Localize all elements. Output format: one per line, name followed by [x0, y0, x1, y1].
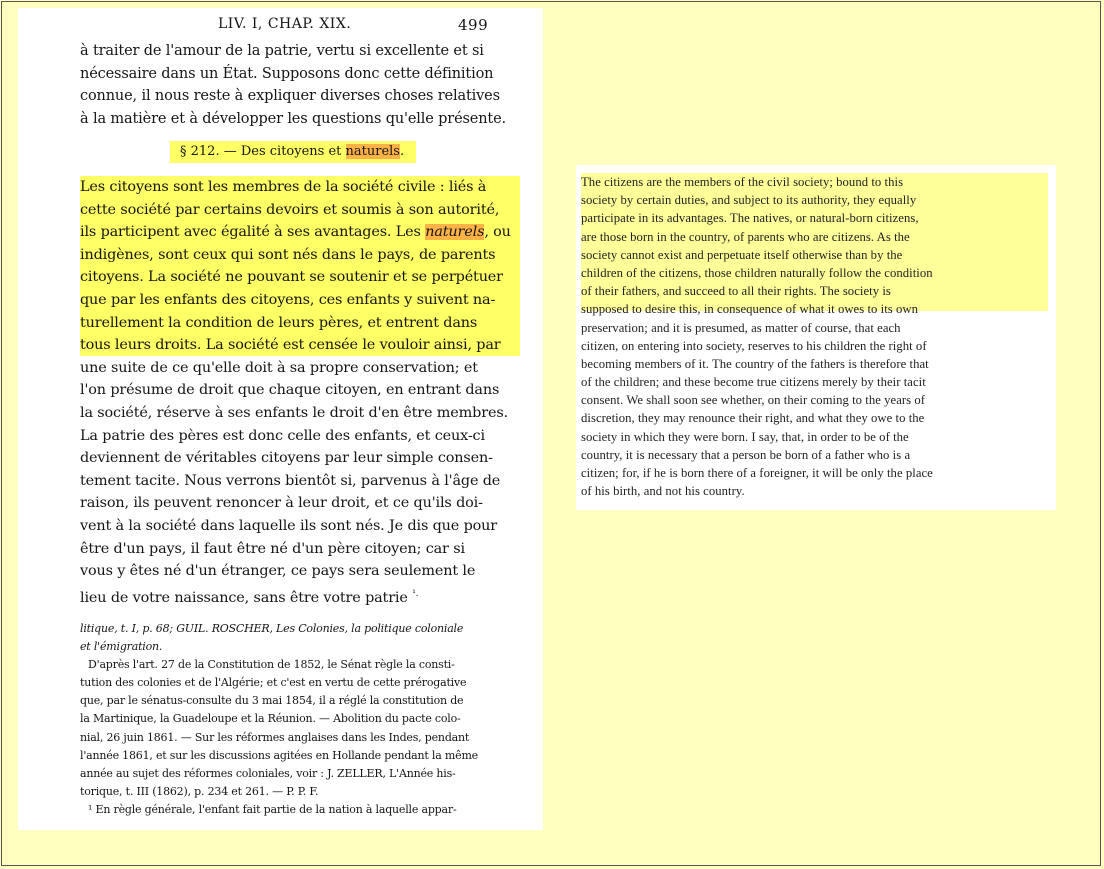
french-page-scan	[18, 8, 543, 830]
main-paragraph	[80, 176, 511, 606]
text-segment: ils participent avec égalité à ses avantages. Les	[80, 224, 426, 241]
text-line: à la matière et à développer les questions qu'elle présente.	[80, 110, 506, 127]
text-line: raison, ils peuvent renoncer à leur droit, et ce qu'ils doi-	[80, 495, 483, 512]
highlighted-word: naturels	[425, 224, 485, 241]
footnote-line: litique, t. I, p. 68; GUIL. ROSCHER, Les Colonies, la politique coloniale	[80, 622, 464, 635]
text-line: are those born in the country, of parents who are citizens. As the	[581, 229, 910, 244]
text-line: vent à la société dans laquelle ils sont nés. Je dis que pour	[80, 517, 498, 534]
text-line: cette société par certains devoirs et soumis à son autorité,	[80, 201, 500, 218]
footnote-line: que, par le sénatus-consulte du 3 mai 1854, il a réglé la constitution de	[80, 694, 464, 708]
text-line: deviennent de véritables citoyens par leur simple consen-	[80, 450, 493, 467]
text-line: indigènes, sont ceux qui sont nés dans le pays, de parents	[80, 246, 496, 263]
text-segment: , ou	[484, 224, 511, 241]
footnote-line: torique, t. III (1862), p. 234 et 261. — P. P. F.	[80, 784, 319, 798]
text-line: of his birth, and not his country.	[581, 484, 745, 499]
section-title-end: .	[399, 144, 405, 159]
english-translation-panel	[576, 165, 1056, 510]
text-line: turellement la condition de leurs pères, et entrent dans	[80, 314, 478, 331]
text-line: The citizens are the members of the civil society; bound to this	[581, 175, 904, 189]
footnote-line: année au sujet des réformes coloniales, voir : J. ZELLER, L'Année his-	[80, 766, 456, 780]
intro-paragraph	[80, 40, 506, 130]
text-line: participate in its advantages. The natives, or natural-born citizens,	[581, 211, 919, 226]
text-line: vous y êtes né d'un étranger, ce pays sera seulement le	[80, 563, 476, 580]
text-line: of the children; and these become true citizens merely by their tacit	[581, 375, 926, 390]
text-line: l'on présume de droit que chaque citoyen, en entrant dans	[80, 382, 500, 399]
text-line: supposed to desire this, in consequence of what it owes to its own	[581, 302, 918, 317]
footnote-marker: ¹.	[412, 588, 419, 599]
text-line: society by certain duties, and subject to its authority, they equally	[581, 193, 917, 208]
footnote-line: et l'émigration.	[80, 640, 163, 654]
translation-text	[581, 173, 1041, 500]
text-line: children of the citizens, those children naturally follow the condition	[581, 265, 933, 280]
section-title	[170, 141, 416, 163]
text-line: society in which they were born. I say, that, in order to be of the	[581, 429, 909, 444]
text-line: tement tacite. Nous verrons bientôt si, parvenus à l'âge de	[80, 472, 501, 489]
footnote-line: la Martinique, la Guadeloupe et la Réunion. — Abolition du pacte colo-	[80, 712, 461, 726]
text-line: of their fathers, and succeed to all their rights. The society is	[581, 284, 891, 299]
chapter-heading: LIV. I, CHAP. XIX.	[218, 16, 352, 32]
footnote-line: tution des colonies et de l'Algérie; et c'est en vertu de cette prérogative	[80, 676, 467, 690]
text-line: nécessaire dans un État. Supposons donc cette définition	[80, 65, 494, 82]
text-line: La patrie des pères est donc celle des enfants, et ceux-ci	[80, 427, 485, 444]
footnote-line: ¹ En règle générale, l'enfant fait partie de la nation à laquelle appar-	[88, 802, 457, 816]
footnote-line: l'année 1861, et sur les discussions agitées en Hollande pendant la même	[80, 748, 478, 762]
text-line: preservation; and it is presumed, as matter of course, that each	[581, 320, 901, 335]
text-line: society cannot exist and perpetuate itself otherwise than by the	[581, 247, 903, 262]
text-line	[80, 221, 511, 244]
text-line: citizen, on entering into society, reserves to his children the right of	[581, 338, 927, 353]
footnote-line: nial, 26 juin 1861. — Sur les réformes anglaises dans les Indes, pendant	[80, 730, 470, 744]
text-line: consent. We shall soon see whether, on their coming to the years of	[581, 393, 926, 408]
text-line: discretion, they may renounce their right, and what they owe to the	[581, 411, 925, 426]
text-line: citoyens. La société ne pouvant se soutenir et se perpétuer	[80, 269, 503, 286]
running-head	[18, 16, 543, 38]
footnote-line: D'après l'art. 27 de la Constitution de 1852, le Sénat règle la consti-	[88, 658, 455, 672]
text-line: becoming members of it. The country of the fathers is therefore that	[581, 356, 929, 371]
text-line: que par les enfants des citoyens, ces enfants y suivent na-	[80, 291, 496, 308]
text-line: être d'un pays, il faut être né d'un père citoyen; car si	[80, 540, 465, 557]
text-line: Les citoyens sont les membres de la société civile : liés à	[80, 179, 487, 195]
text-line: connue, il nous reste à expliquer diverses choses relatives	[80, 88, 500, 105]
highlighted-word: naturels	[345, 144, 400, 159]
page-number: 499	[458, 16, 489, 34]
section-title-text: § 212. — Des citoyens et	[180, 144, 346, 159]
text-line: à traiter de l'amour de la patrie, vertu si excellente et si	[80, 43, 484, 59]
text-line: une suite de ce qu'elle doit à sa propre conservation; et	[80, 359, 478, 376]
text-line	[80, 583, 506, 606]
footnotes	[80, 620, 510, 819]
text-line: citizen; for, if he is born there of a foreigner, it will be only the place	[581, 466, 933, 480]
text-line: la société, réserve à ses enfants le droit d'en être membres.	[80, 404, 508, 421]
text-segment: lieu de votre naissance, sans être votre patrie	[80, 589, 408, 606]
text-line: country, it is necessary that a person be born of a father who is a	[581, 447, 911, 462]
text-line: tous leurs droits. La société est censée le vouloir ainsi, par	[80, 337, 501, 354]
